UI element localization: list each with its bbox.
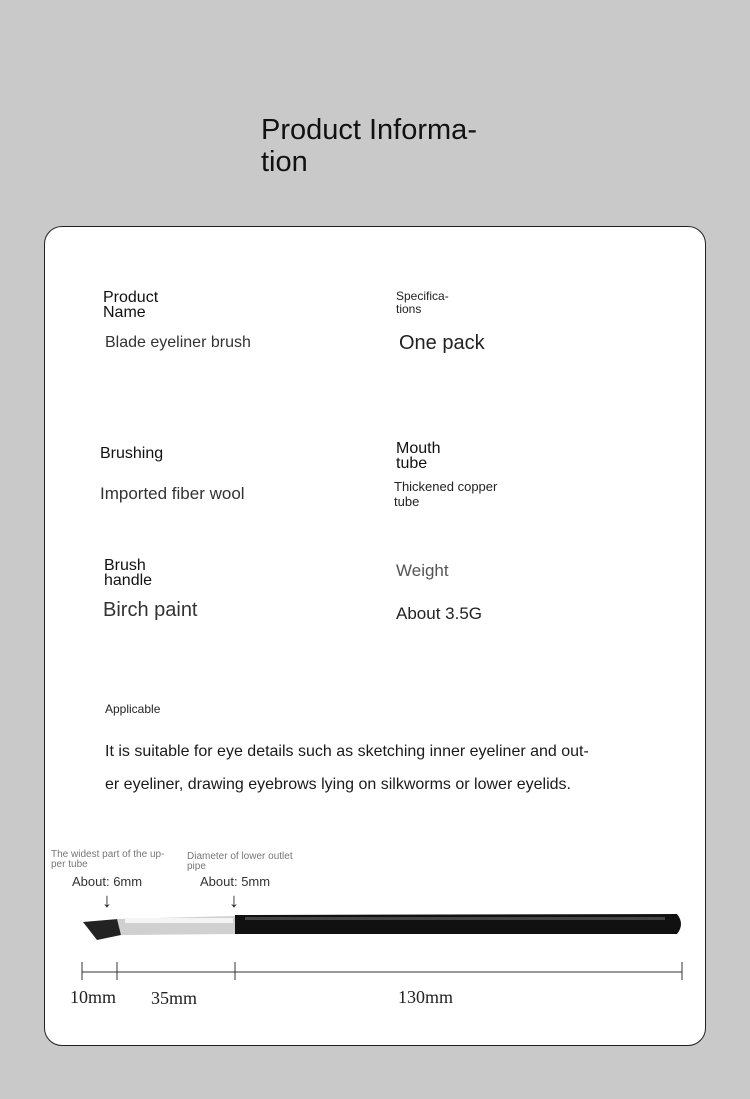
upper-tube-note: The widest part of the up- per tube (51, 849, 165, 870)
mouth-tube-label: Mouth tube (396, 440, 441, 472)
brush-handle-label: Brush handle (104, 557, 153, 589)
applicable-label: Applicable (105, 702, 161, 716)
weight-label: Weight (396, 561, 449, 580)
specifications-label: Specifica- tions (396, 289, 449, 316)
lower-pipe-arrow-icon: ↓ (229, 890, 239, 912)
measurement-130mm: 130mm (398, 987, 454, 1007)
brushing-value: Imported fiber wool (100, 484, 245, 503)
measurement-35mm: 35mm (151, 988, 198, 1008)
lower-pipe-note: Diameter of lower outlet pipe (187, 851, 293, 872)
measurement-10mm: 10mm (70, 987, 117, 1007)
weight-value: About 3.5G (396, 604, 483, 623)
page-title: Product Informa- tion (261, 114, 477, 178)
applicable-text: It is suitable for eye details such as sketching inner eyeliner and out- er eyeliner, drawing eyebrows lying on silkworms or lower eyelids. (105, 743, 589, 793)
brushing-label: Brushing (100, 445, 164, 462)
upper-tube-value: About: 6mm (72, 874, 143, 889)
specifications-value: One pack (399, 332, 485, 354)
brush-illustration (45, 907, 705, 987)
brush-handle-value: Birch paint (103, 599, 198, 621)
lower-pipe-value: About: 5mm (200, 874, 271, 889)
product-name-label: Product Name (103, 289, 159, 321)
upper-tube-arrow-icon: ↓ (102, 890, 112, 912)
product-info-card (44, 226, 706, 1046)
bristles-shape (83, 919, 121, 940)
mouth-tube-value: Thickened copper tube (394, 479, 498, 509)
product-name-value: Blade eyeliner brush (105, 334, 251, 351)
